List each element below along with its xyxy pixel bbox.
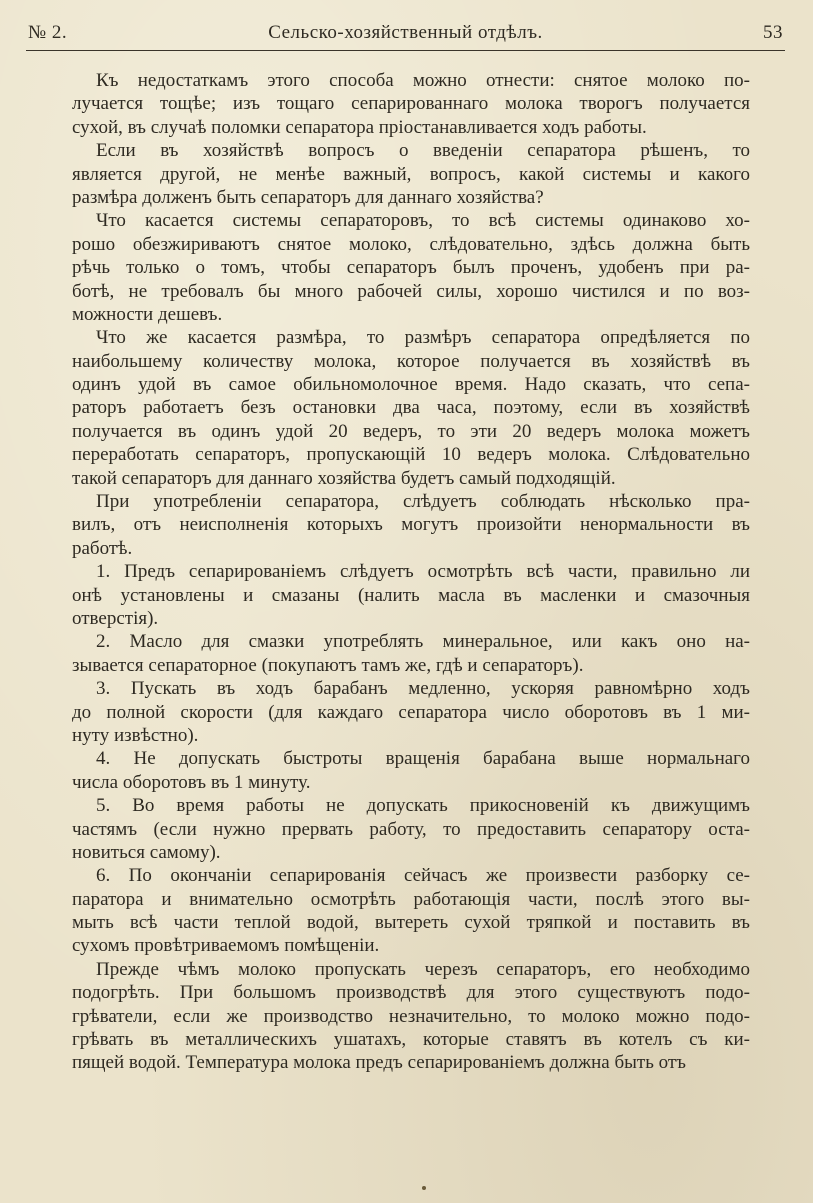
text-line: рошо обезжириваютъ снятое молоко, слѣдовательно, здѣсь должна быть bbox=[72, 233, 750, 255]
text-line: Къ недостаткамъ этого способа можно отнести: снятое молоко по- bbox=[96, 70, 750, 91]
text-line: грѣвать въ металлическихъ ушатахъ, которые ставятъ въ котелъ съ ки- bbox=[72, 1029, 750, 1051]
paragraph bbox=[72, 747, 750, 794]
page-number: 53 bbox=[763, 22, 783, 43]
text-line: грѣватели, если же производство незначительно, то молоко можно подо- bbox=[72, 1005, 750, 1027]
paragraph bbox=[72, 630, 750, 677]
text-line: можности дешевъ. bbox=[72, 303, 223, 325]
text-line: Прежде чѣмъ молоко пропускать черезъ сепараторъ, его необходимо bbox=[96, 958, 750, 980]
text-line: до полной скорости (для каждаго сепаратора число оборотовъ въ 1 ми- bbox=[72, 701, 750, 723]
text-line: получается въ одинъ удой 20 ведеръ, то эти 20 ведеръ молока можетъ bbox=[72, 420, 750, 442]
text-line: лучается тощѣе; изъ тощаго сепарированнаго молока творогъ получается bbox=[72, 93, 750, 115]
paragraph bbox=[72, 326, 750, 490]
running-header bbox=[28, 20, 783, 50]
text-line: новиться самому). bbox=[72, 841, 221, 863]
text-line: Что касается системы сепараторовъ, то всѣ системы одинаково хо- bbox=[96, 210, 750, 232]
text-line: сухомъ провѣтриваемомъ помѣщеніи. bbox=[72, 935, 380, 957]
text-line: работѣ. bbox=[72, 537, 133, 559]
text-line: пящей водой. Температура молока предъ сепарированіемъ должна быть отъ bbox=[72, 1052, 687, 1074]
text-line: является другой, не менѣе важный, вопросъ, какой системы и какого bbox=[72, 163, 750, 185]
section-title: Сельско-хозяйственный отдѣлъ. bbox=[268, 22, 543, 43]
text-line: 3. Пускать въ ходъ барабанъ медленно, ускоряя равномѣрно ходъ bbox=[96, 678, 750, 700]
text-line: 1. Предъ сепарированіемъ слѣдуетъ осмотрѣть всѣ части, правильно ли bbox=[96, 561, 750, 583]
paragraph bbox=[72, 209, 750, 326]
text-line: 2. Масло для смазки употреблять минеральное, или какъ оно на- bbox=[96, 631, 750, 653]
text-line: числа оборотовъ въ 1 минуту. bbox=[72, 771, 311, 793]
paragraph bbox=[72, 139, 750, 209]
paragraph bbox=[72, 864, 750, 958]
text-line: При употребленіи сепаратора, слѣдуетъ соблюдать нѣсколько пра- bbox=[96, 491, 750, 513]
paragraph bbox=[72, 69, 750, 139]
text-line: ботѣ, не требовалъ бы много рабочей силы, хорошо чистился и по воз- bbox=[72, 280, 750, 302]
text-line: мыть всѣ части теплой водой, вытереть сухой тряпкой и поставить въ bbox=[72, 912, 750, 934]
paragraph bbox=[72, 958, 750, 1075]
text-line: зывается сепараторное (покупаютъ тамъ же, гдѣ и сепараторъ). bbox=[72, 654, 584, 676]
issue-number: № 2. bbox=[28, 22, 68, 43]
text-line: нуту извѣстно). bbox=[72, 724, 199, 746]
text-line: такой сепараторъ для даннаго хозяйства будетъ самый подходящій. bbox=[72, 467, 616, 489]
text-line: онѣ установлены и смазаны (налить масла въ масленки и смазочныя bbox=[72, 584, 750, 606]
text-line: Если въ хозяйствѣ вопросъ о введеніи сепаратора рѣшенъ, то bbox=[96, 140, 750, 162]
text-line: 6. По окончаніи сепарированія сейчасъ же произвести разборку се- bbox=[96, 865, 750, 887]
text-line: отверстія). bbox=[72, 607, 159, 629]
text-line: вилъ, отъ неисполненія которыхъ могутъ произойти ненормальности въ bbox=[72, 514, 750, 536]
text-line: паратора и внимательно осмотрѣть работающія части, послѣ этого вы- bbox=[72, 888, 750, 910]
text-line: Что же касается размѣра, то размѣръ сепаратора опредѣляется по bbox=[96, 327, 750, 349]
text-line: сухой, въ случаѣ поломки сепаратора пріостанавливается ходъ работы. bbox=[72, 116, 647, 138]
paragraph bbox=[72, 794, 750, 864]
text-line: раторъ работаетъ безъ остановки два часа, поэтому, если въ хозяйствѣ bbox=[72, 397, 750, 419]
text-line: переработать сепараторъ, пропускающій 10 ведеръ молока. Слѣдовательно bbox=[72, 444, 750, 466]
text-line: 5. Во время работы не допускать прикосновеній къ движущимъ bbox=[96, 795, 750, 817]
page-body bbox=[72, 69, 750, 1075]
text-line: рѣчь только о томъ, чтобы сепараторъ былъ проченъ, удобенъ при ра- bbox=[72, 257, 750, 279]
text-line: частямъ (если нужно прервать работу, то предоставить сепаратору оста- bbox=[72, 818, 750, 840]
header-rule bbox=[26, 50, 785, 51]
text-line: подогрѣть. При большомъ производствѣ для этого существуютъ подо- bbox=[72, 982, 750, 1004]
paragraph bbox=[72, 560, 750, 630]
paragraph bbox=[72, 677, 750, 747]
text-line: размѣра долженъ быть сепараторъ для даннаго хозяйства? bbox=[72, 186, 544, 208]
text-line: 4. Не допускать быстроты вращенія барабана выше нормальнаго bbox=[96, 748, 750, 770]
paragraph bbox=[72, 490, 750, 560]
print-speck bbox=[422, 1186, 426, 1190]
text-line: наибольшему количеству молока, которое получается въ хозяйствѣ въ bbox=[72, 350, 750, 372]
text-line: одинъ удой въ самое обильномолочное время. Надо сказать, что сепа- bbox=[72, 374, 750, 396]
